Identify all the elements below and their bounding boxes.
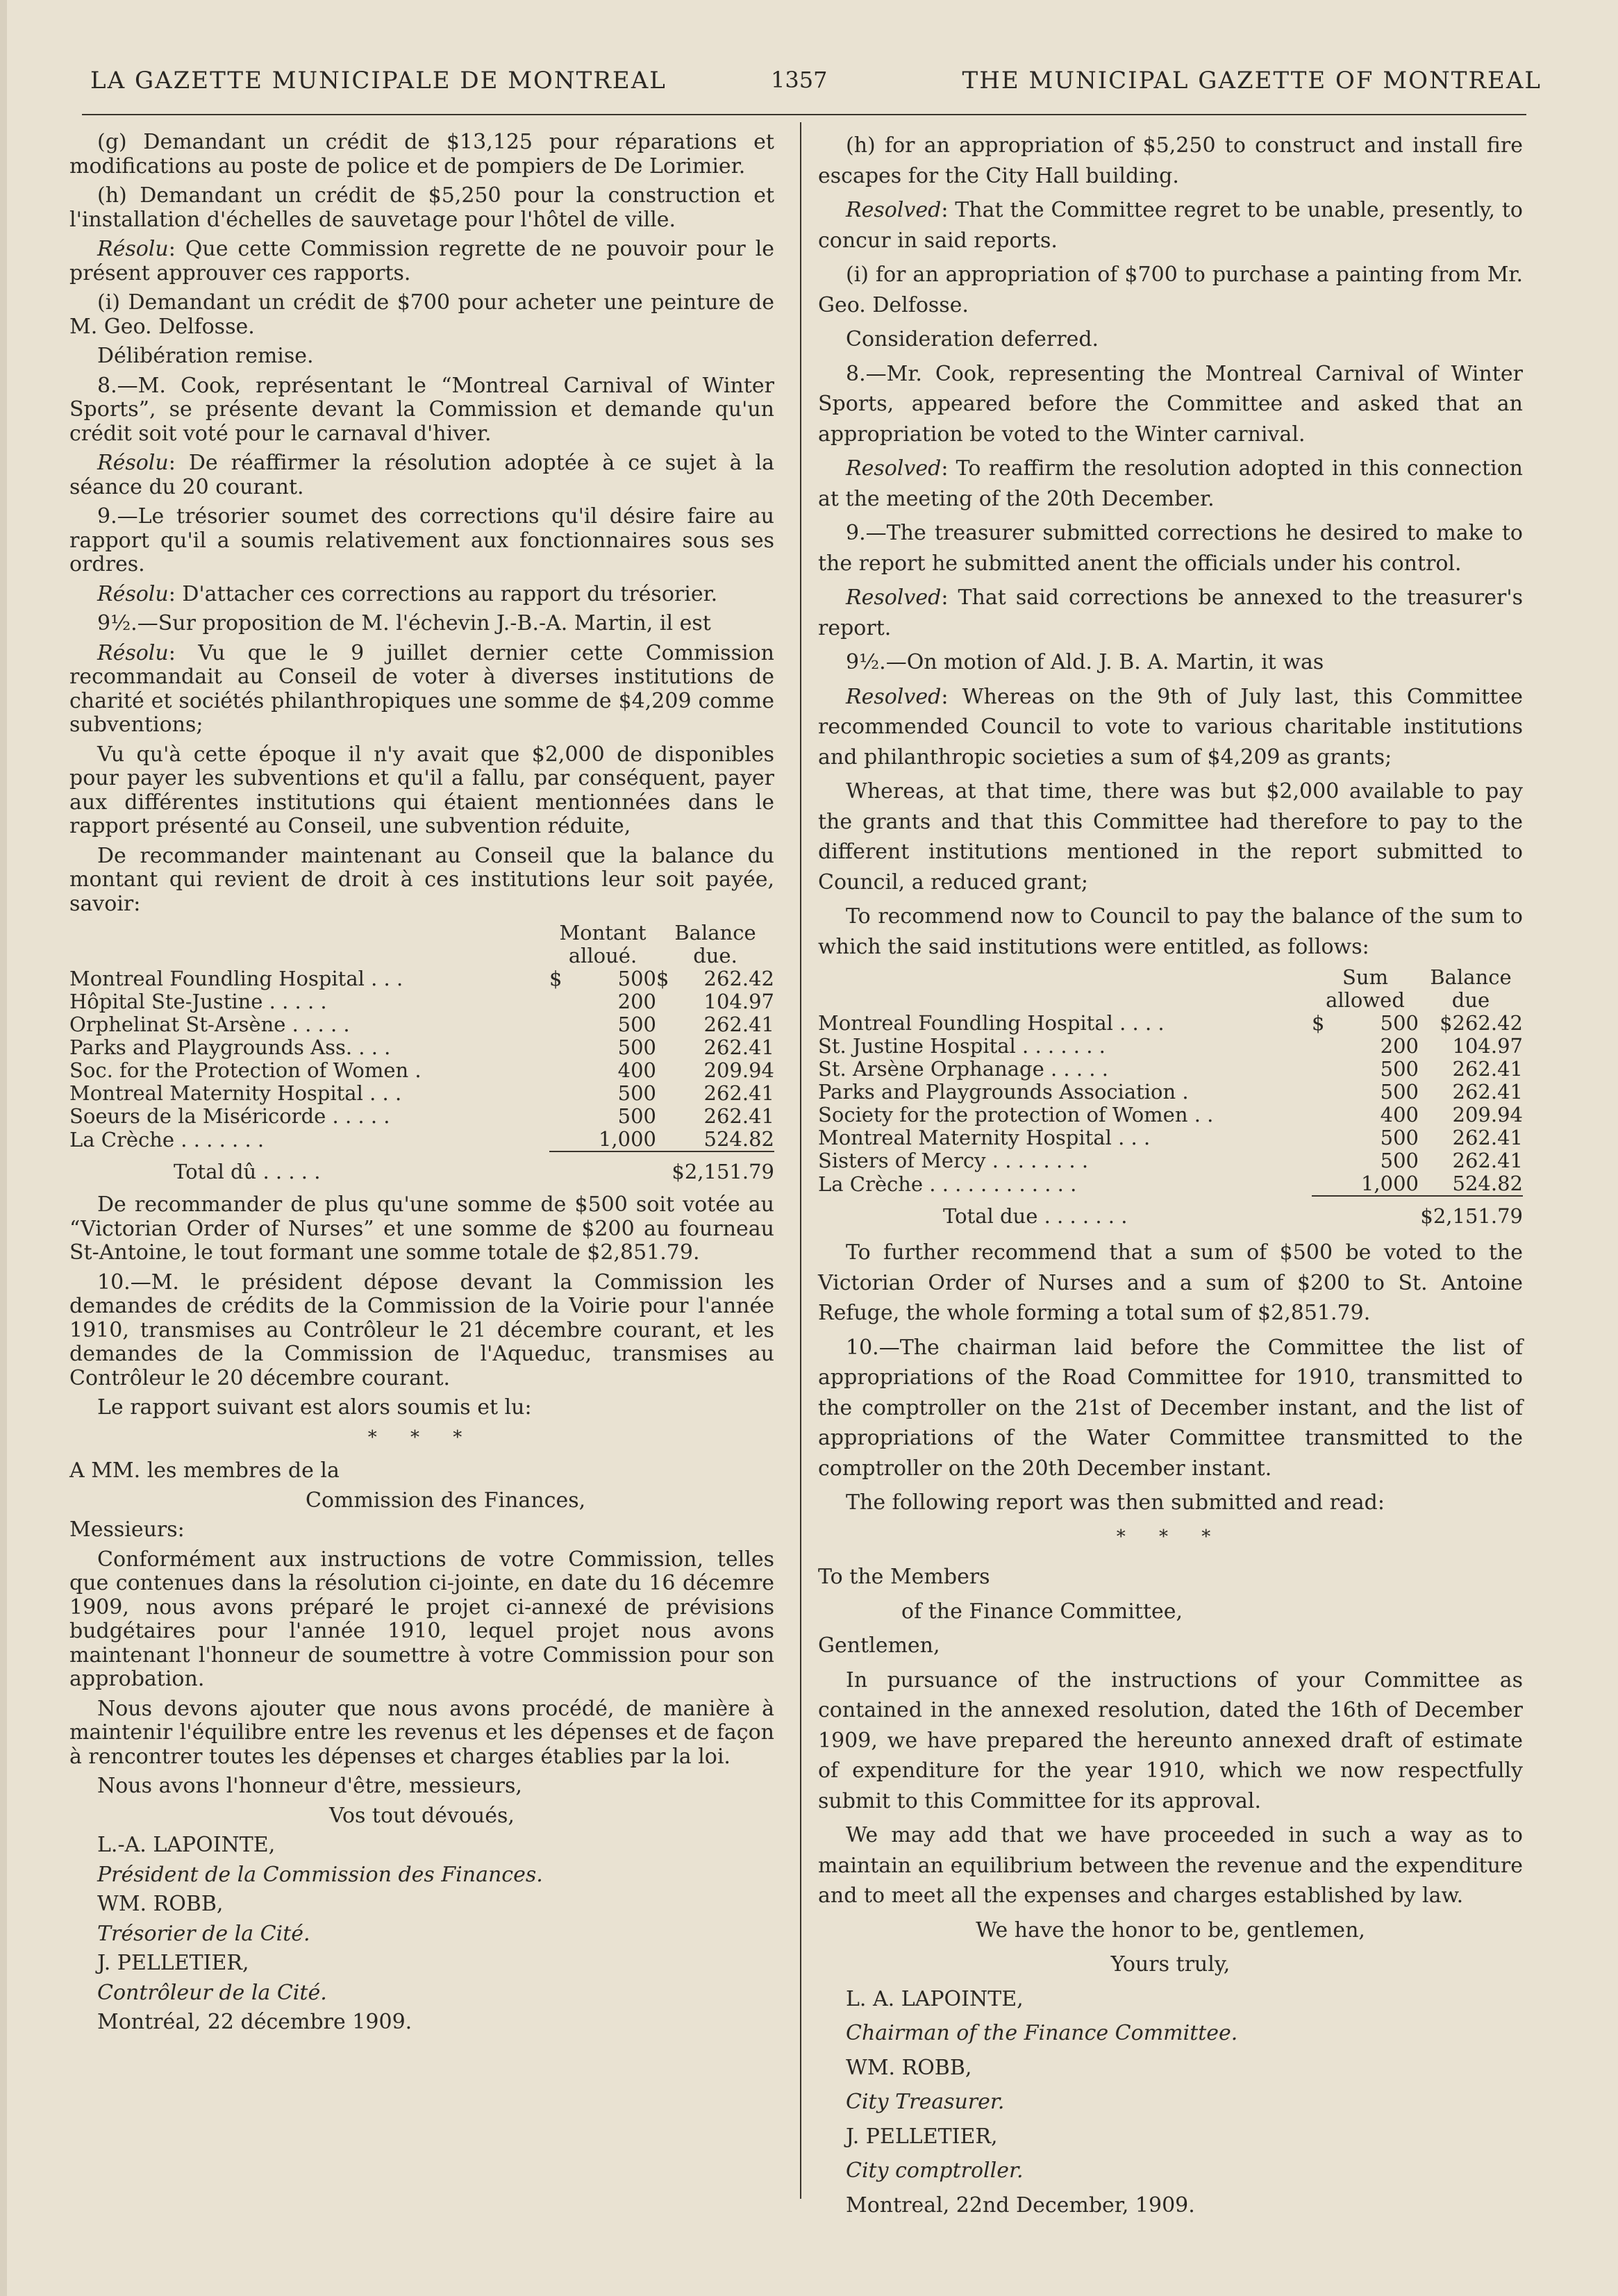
currency-sign [549, 1128, 566, 1151]
currency-sign [549, 1036, 566, 1059]
paragraph: Nous devons ajouter que nous avons procédé, de manière à maintenir l'équilibre entre les revenus et les dépenses et de façon à rencontrer toutes les dépenses et charges établies par la loi. [69, 1696, 774, 1769]
currency-sign [1312, 1081, 1328, 1104]
currency-sign: $ [1312, 1011, 1325, 1035]
paragraph: 9.—Le trésorier soumet des corrections qu'il désire faire au rapport qu'il a soumis relativement aux fonctionnaires sous ses ordres. [69, 504, 774, 576]
currency-sign [549, 990, 566, 1013]
amount-value: 500 [617, 1013, 656, 1036]
resolution-label: Résolu [97, 237, 169, 261]
signatory-title: City comptroller. [846, 2158, 1024, 2183]
paragraph: Conformément aux instructions de votre Commission, telles que contenues dans la résolution ci-jointe, en date du 16 décemre 1909, nous avons préparé le projet ci-annexé de prévisions budgétaires pour l'année 1910, lequel projet nous avons maintenant l'honneur de soumettre à votre Commission pour son approbation. [69, 1547, 774, 1691]
signatory-name: WM. ROBB, [846, 2055, 972, 2080]
currency-sign [656, 1036, 674, 1059]
amount-value: 500 [617, 967, 656, 990]
closing: Yours truly, [1110, 1952, 1231, 1977]
paragraph: 8.—M. Cook, représentant le “Montreal Carnival of Winter Sports”, se présente devant la Commission et demande qu'un crédit soit voté pour le carnaval d'hiver. [69, 373, 774, 446]
signatory-title: Contrôleur de la Cité. [97, 1980, 327, 2005]
balance-value: 262.41 [1452, 1126, 1523, 1149]
resolution-label: Resolved [846, 585, 942, 610]
table-row [818, 1104, 1523, 1126]
paragraph [69, 642, 774, 738]
table-row [69, 1059, 774, 1082]
currency-sign [656, 1013, 674, 1036]
amount-value: 500 [617, 1081, 656, 1105]
paragraph: 9½.—Sur proposition de M. l'échevin J.-B.-A. Martin, il est [97, 611, 711, 635]
table-total-row [69, 1161, 774, 1183]
institution-name: Soc. for the Protection of Women . [69, 1058, 422, 1082]
paragraph: Délibération remise. [97, 344, 314, 368]
amount-value: 500 [1380, 1126, 1419, 1149]
paragraph: 10.—M. le président dépose devant la Commission les demandes de crédits de la Commission de la Voirie pour l'année 1910, transmises au Contrôleur le 21 décembre courant, et les demandes de la Commission de l'Aqueduc, transmises au Contrôleur le 20 décembre courant. [69, 1270, 774, 1390]
header-rule [82, 114, 1526, 115]
currency-sign [1312, 1104, 1328, 1126]
balance-value: 262.41 [1452, 1080, 1523, 1104]
currency-sign [549, 1082, 566, 1105]
closing: Vos tout dévoués, [329, 1803, 515, 1828]
institution-name: St. Arsène Orphanage . . . . . [818, 1057, 1108, 1081]
balance-value: 262.42 [703, 967, 774, 990]
signatory-title: Chairman of the Finance Committee. [846, 2021, 1238, 2045]
table-header-row [69, 922, 774, 967]
paragraph: In pursuance of the instructions of your Committee as contained in the annexed resolution, dated the 16th of December 1909, we have prepared the hereunto annexed draft of estimate of expenditure for the year 1910, which we now respectfully submit to this Committee for its approval. [818, 1667, 1523, 1813]
table-total-spacer [818, 1196, 1523, 1205]
institution-name: Sisters of Mercy . . . . . . . . [818, 1149, 1089, 1172]
currency-sign: $ [656, 967, 669, 990]
page-edge [0, 0, 7, 2296]
institution-name: La Crèche . . . . . . . . . . . . [818, 1172, 1077, 1196]
page-number: 1357 [771, 67, 828, 93]
signatory-title: City Treasurer. [846, 2090, 1005, 2114]
french-column [69, 131, 774, 2040]
amount-value: 1,000 [1360, 1172, 1419, 1195]
table-row [69, 990, 774, 1013]
table-body [818, 1012, 1523, 1196]
paragraph [818, 682, 1523, 773]
balance-value: 209.94 [703, 1058, 774, 1082]
amount-value: 200 [617, 990, 656, 1013]
resolution-text: : Whereas on the 9th of July last, this Committee recommended Council to vote to various charitable institutions and philanthropic societies a sum of $4,209 as grants; [818, 684, 1523, 770]
amount-value: 500 [617, 1035, 656, 1059]
resolution-text: : That the Committee regret to be unable, presently, to concur in said reports. [818, 198, 1523, 253]
table-row [818, 1149, 1523, 1172]
paragraph: 9.—The treasurer submitted corrections he desired to make to the report he submitted anent the officials under his control. [818, 521, 1523, 576]
signatory-name: WM. ROBB, [97, 1892, 224, 1916]
total-label: Total dû . . . . . [174, 1160, 321, 1183]
signatory-name: J. PELLETIER, [97, 1951, 249, 1975]
currency-sign [656, 990, 674, 1013]
resolution-label: Résolu [97, 581, 169, 606]
table-row [818, 1172, 1523, 1196]
currency-sign [656, 1128, 674, 1151]
paragraph: (g) Demandant un crédit de $13,125 pour réparations et modifications au poste de police et de pompiers de De Lorimier. [69, 130, 774, 178]
column-header-amount: Montant alloué. [559, 921, 647, 967]
table-row [818, 1035, 1523, 1058]
currency-sign: $ [549, 967, 562, 990]
currency-sign [549, 1059, 566, 1082]
page-header [90, 67, 1542, 103]
paragraph: (h) Demandant un crédit de $5,250 pour la construction et l'installation d'échelles de sauvetage pour l'hôtel de ville. [69, 183, 774, 232]
date-line: Montreal, 22nd December, 1909. [846, 2193, 1195, 2218]
paragraph: Consideration deferred. [846, 327, 1099, 351]
table-row [818, 1081, 1523, 1104]
salutation: Messieurs: [69, 1517, 185, 1542]
paragraph: (h) for an appropriation of $5,250 to construct and install fire escapes for the City Hall building. [818, 133, 1523, 188]
currency-sign [656, 1105, 674, 1128]
paragraph: To recommend now to Council to pay the balance of the sum to which the said institutions were entitled, as follows: [818, 904, 1523, 959]
table-row [69, 1082, 774, 1105]
header-title-french: LA GAZETTE MUNICIPALE DE MONTREAL [90, 67, 667, 94]
currency-sign [1312, 1149, 1328, 1172]
paragraph: Whereas, at that time, there was but $2,000 available to pay the grants and that this Committee had therefore to pay to the different institutions mentioned in the report submitted to Council, a reduced grant; [818, 779, 1523, 895]
column-header-balance: Balance due. [674, 921, 756, 967]
currency-sign [1312, 1035, 1328, 1058]
paragraph: We have the honor to be, gentlemen, [976, 1918, 1365, 1943]
table-row [69, 1128, 774, 1151]
table-header-row [818, 966, 1523, 1012]
amount-value: 400 [617, 1058, 656, 1082]
address-line: A MM. les membres de la [69, 1458, 340, 1483]
column-header-amount: Sum allowed [1326, 965, 1405, 1012]
resolution-text: : Que cette Commission regrette de ne pouvoir pour le présent approuver ces rapports. [69, 237, 774, 285]
amount-value: 200 [1380, 1034, 1419, 1058]
balance-value: 262.41 [1452, 1149, 1523, 1172]
column-divider [800, 122, 801, 2199]
table-row [69, 1105, 774, 1128]
signatory-name: L.-A. LAPOINTE, [97, 1833, 276, 1857]
institution-name: Montreal Foundling Hospital . . . [69, 967, 403, 990]
balance-value: 262.41 [1452, 1057, 1523, 1081]
paragraph: De recommander de plus qu'une somme de $500 soit votée au “Victorian Order of Nurses” et une somme de $200 au fourneau St-Antoine, le tout formant une somme totale de $2,851.79. [69, 1192, 774, 1265]
balance-value: 262.41 [703, 1104, 774, 1128]
table-row [818, 1012, 1523, 1035]
address-line: of the Finance Committee, [901, 1599, 1183, 1624]
institution-name: Orphelinat St-Arsène . . . . . [69, 1013, 350, 1036]
paragraph: Le rapport suivant est alors soumis et lu: [97, 1395, 532, 1420]
date-line: Montréal, 22 décembre 1909. [97, 2010, 412, 2034]
institution-name: Montreal Maternity Hospital . . . [69, 1081, 402, 1105]
balance-value: 524.82 [1452, 1172, 1523, 1195]
institution-name: Hôpital Ste-Justine . . . . . [69, 990, 327, 1013]
institution-name: Society for the protection of Women . . [818, 1103, 1214, 1126]
amount-value: 500 [1380, 1080, 1419, 1104]
balance-value: 262.41 [703, 1013, 774, 1036]
salutation: Gentlemen, [818, 1633, 940, 1658]
balance-value: 209.94 [1452, 1103, 1523, 1126]
paragraph: 10.—The chairman laid before the Committee the list of appropriations of the Road Committee for 1910, transmitted to the comptroller on the 21st of December instant, and the list of appropriations of the Water Committee transmitted to the comptroller on the 20th December instant. [818, 1335, 1523, 1481]
total-value: $2,151.79 [672, 1160, 774, 1183]
currency-sign [656, 1059, 674, 1082]
currency-sign [549, 1013, 566, 1036]
address-line: Commission des Finances, [306, 1488, 586, 1513]
resolution-text: : To reaffirm the resolution adopted in this connection at the meeting of the 20th December. [818, 456, 1523, 511]
resolution-label: Résolu [97, 640, 169, 665]
header-title-english: THE MUNICIPAL GAZETTE OF MONTREAL [962, 67, 1542, 94]
paragraph [69, 583, 774, 607]
currency-sign [549, 1105, 566, 1128]
signatory-title: Trésorier de la Cité. [97, 1921, 310, 1946]
amount-value: 500 [1380, 1057, 1419, 1081]
grants-table-french [69, 922, 774, 1183]
paragraph: (i) Demandant un crédit de $700 pour acheter une peinture de M. Geo. Delfosse. [69, 290, 774, 339]
signatory-name: L. A. LAPOINTE, [846, 1986, 1024, 2011]
paragraph: De recommander maintenant au Conseil que la balance du montant qui revient de droit à ces institutions leur soit payée, savoir: [69, 843, 774, 916]
currency-sign [1312, 1172, 1328, 1196]
paragraph [818, 195, 1523, 256]
resolution-label: Resolved [846, 684, 942, 709]
balance-value: 262.41 [703, 1081, 774, 1105]
paragraph [69, 238, 774, 285]
institution-name: St. Justine Hospital . . . . . . . [818, 1034, 1106, 1058]
table-row [69, 967, 774, 990]
paragraph: We may add that we have proceeded in such a way as to maintain an equilibrium between the revenue and the expenditure and to meet all the expenses and charges established by law. [818, 1823, 1523, 1908]
signature-block [69, 1833, 774, 2005]
amount-value: 500 [1380, 1149, 1419, 1172]
table-row [69, 1013, 774, 1036]
paragraph: (i) for an appropriation of $700 to purchase a painting from Mr. Geo. Delfosse. [818, 263, 1523, 317]
institution-name: Montreal Foundling Hospital . . . . [818, 1011, 1165, 1035]
balance-value: 262.41 [703, 1035, 774, 1059]
resolution-label: Resolved [846, 456, 942, 481]
resolution-text: : D'attacher ces corrections au rapport du trésorier. [168, 581, 718, 606]
institution-name: Parks and Playgrounds Association . [818, 1080, 1189, 1104]
signature-block [818, 1984, 1523, 2186]
resolution-label: Resolved [846, 198, 942, 222]
institution-name: La Crèche . . . . . . . [69, 1127, 265, 1151]
paragraph: 9½.—On motion of Ald. J. B. A. Martin, it was [846, 650, 1324, 674]
paragraph [818, 583, 1523, 643]
signatory-name: J. PELLETIER, [846, 2124, 998, 2149]
table-body [69, 967, 774, 1151]
paragraph: The following report was then submitted and read: [846, 1490, 1385, 1515]
english-column [818, 131, 1523, 2224]
paragraph: 8.—Mr. Cook, representing the Montreal Carnival of Winter Sports, appeared before the Committee and asked that an appropriation be voted to the Winter carnival. [818, 361, 1523, 447]
resolution-text: : De réaffirmer la résolution adoptée à ce sujet à la séance du 20 courant. [69, 451, 774, 499]
institution-name: Soeurs de la Miséricorde . . . . . [69, 1104, 390, 1128]
signatory-title: Président de la Commission des Finances. [97, 1862, 543, 1887]
institution-name: Montreal Maternity Hospital . . . [818, 1126, 1151, 1149]
total-value: $2,151.79 [1420, 1204, 1523, 1228]
resolution-label: Résolu [97, 451, 169, 475]
resolution-text: : That said corrections be annexed to the treasurer's report. [818, 585, 1523, 640]
balance-value: 104.97 [703, 990, 774, 1013]
currency-sign [656, 1082, 674, 1105]
currency-sign [1312, 1058, 1328, 1081]
total-label: Total due . . . . . . . [943, 1204, 1128, 1228]
table-row [818, 1126, 1523, 1149]
balance-value: $262.42 [1440, 1011, 1523, 1035]
table-row [818, 1058, 1523, 1081]
address-line: To the Members [818, 1565, 990, 1589]
paragraph [818, 454, 1523, 514]
amount-value: 1,000 [598, 1127, 656, 1151]
paragraph: To further recommend that a sum of $500 be voted to the Victorian Order of Nurses and a sum of $200 to St. Antoine Refuge, the whole forming a total sum of $2,851.79. [818, 1240, 1523, 1325]
section-stars: * * * [1116, 1526, 1225, 1547]
amount-value: 500 [617, 1104, 656, 1128]
amount-value: 400 [1380, 1103, 1419, 1126]
paragraph [69, 451, 774, 499]
paragraph: Nous avons l'honneur d'être, messieurs, [97, 1774, 522, 1798]
table-row [69, 1036, 774, 1059]
column-header-balance: Balance due [1430, 965, 1512, 1012]
resolution-text: : Vu que le 9 juillet dernier cette Commission recommandait au Conseil de voter à diverses institutions de charité et sociétés philanthropiques une somme de $4,209 comme subventions; [69, 640, 774, 737]
amount-value: 500 [1380, 1011, 1419, 1035]
currency-sign [1312, 1126, 1328, 1149]
balance-value: 104.97 [1452, 1034, 1523, 1058]
section-stars: * * * [367, 1426, 476, 1448]
paragraph: Vu qu'à cette époque il n'y avait que $2,000 de disponibles pour payer les subventions et qu'il a fallu, par conséquent, payer aux différentes institutions qui étaient mentionnées dans le rapport présenté au Conseil, une subvention réduite, [69, 742, 774, 838]
balance-value: 524.82 [703, 1127, 774, 1151]
institution-name: Parks and Playgrounds Ass. . . . [69, 1035, 391, 1059]
grants-table-english [818, 966, 1523, 1228]
table-total-row [818, 1205, 1523, 1228]
